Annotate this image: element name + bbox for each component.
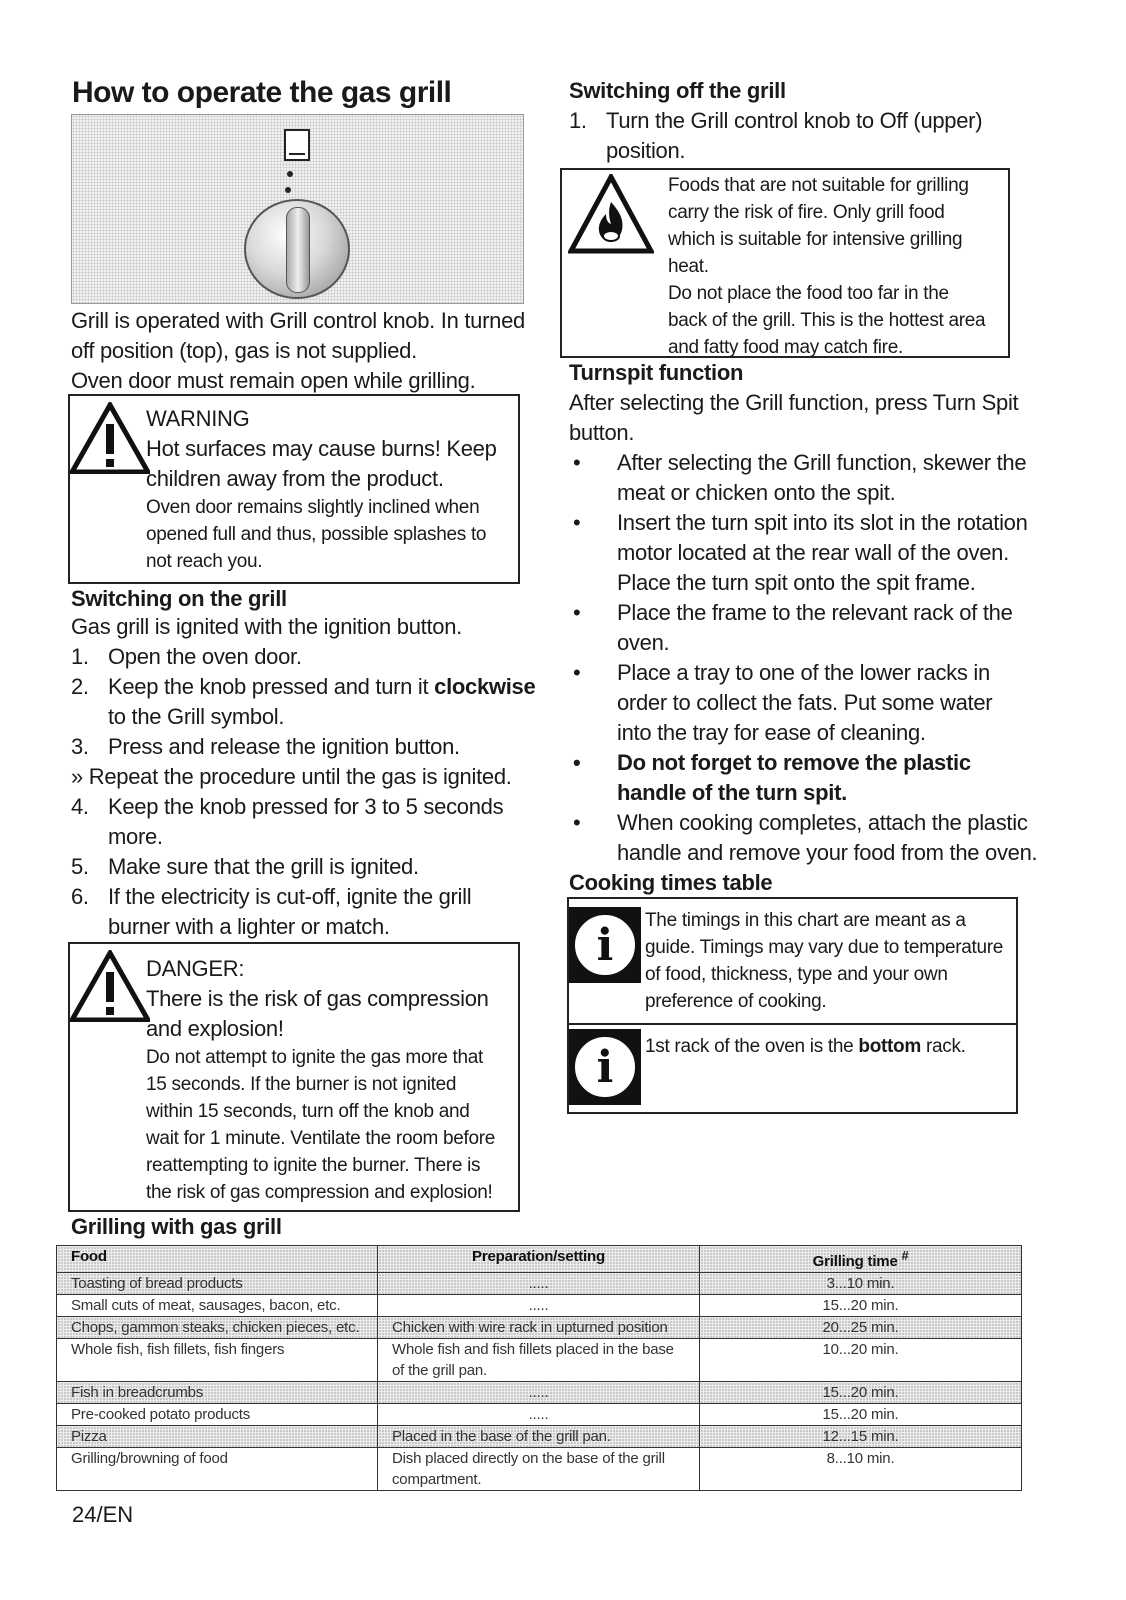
table-row: Fish in breadcrumbs ..... 15...20 min. bbox=[57, 1382, 1022, 1404]
repeat-note: » Repeat the procedure until the gas is ignited. bbox=[71, 764, 512, 789]
column-header-food: Food bbox=[57, 1246, 378, 1273]
list-item: • Place a tray to one of the lower racks in order to collect the fats. Put some water into the tray for ease of cleaning. bbox=[569, 658, 1039, 748]
list-item: 1. Open the oven door. bbox=[71, 644, 302, 669]
control-knob-icon bbox=[244, 199, 350, 299]
switching-off-section bbox=[569, 78, 1039, 166]
grilling-times-table bbox=[56, 1245, 1022, 1491]
divider bbox=[569, 1023, 1016, 1025]
list-item: • When cooking completes, attach the plastic handle and remove your food from the oven. bbox=[569, 808, 1039, 868]
grilling-table-heading: Grilling with gas grill bbox=[71, 1214, 282, 1239]
turnspit-heading: Turnspit function bbox=[569, 360, 744, 385]
danger-heading: DANGER: bbox=[146, 956, 245, 981]
table-row: Toasting of bread products ..... 3...10 min. bbox=[57, 1273, 1022, 1295]
fire-hazard-icon bbox=[568, 174, 654, 254]
table-row: Pizza Placed in the base of the grill pan. 12...15 min. bbox=[57, 1426, 1022, 1448]
list-item: 5. Make sure that the grill is ignited. bbox=[71, 854, 419, 879]
cooking-times-heading: Cooking times table bbox=[569, 870, 773, 895]
grill-knob-illustration bbox=[71, 114, 524, 304]
list-item: • Insert the turn spit into its slot in the rotation motor located at the rear wall of the oven. Place the turn spit onto the spit frame. bbox=[569, 508, 1039, 598]
list-item: 2. Keep the knob pressed and turn it clockwise to the Grill symbol. bbox=[71, 674, 536, 729]
grill-symbol-icon bbox=[284, 129, 310, 161]
grill-intro: Grill is operated with Grill control knob. In turned off position (top), gas is not supplied. Oven door must remain open while grilling. bbox=[71, 308, 525, 393]
column-header-preparation: Preparation/setting bbox=[378, 1246, 700, 1273]
list-item: 4. Keep the knob pressed for 3 to 5 seconds more. bbox=[71, 794, 504, 849]
turnspit-steps bbox=[569, 448, 1039, 868]
info-icon: i bbox=[569, 907, 641, 983]
switching-on-heading: Switching on the grill bbox=[71, 586, 287, 611]
info-icon: i bbox=[569, 1029, 641, 1105]
switching-off-heading: Switching off the grill bbox=[569, 78, 786, 103]
warning-box: WARNING Hot surfaces may cause burns! Keep children away from the product. Oven door remains slightly inclined when opened full and thus, possible splashes to not reach you. bbox=[68, 394, 520, 584]
knob-grip bbox=[286, 207, 310, 293]
danger-triangle-icon bbox=[70, 950, 150, 1022]
info-box-group: i The timings in this chart are meant as a guide. Timings may vary due to temperature of food, thickness, type and your own preference of cooking. i 1st rack of the oven is the bottom rack. bbox=[567, 897, 1018, 1114]
switching-on-section: Switching on the grill Gas grill is ignited with the ignition button. 1. Open the oven door. 2. Keep the knob pressed and turn it clockwise to the Grill symbol. 3. Press and release the ignition button. » Repeat the procedure until the gas is ignited. 4. Keep the knob pressed for 3 to 5 seconds more. 5. Make sure that the grill is ignited. 6. If the electricity is cut-off, ignite the grill burner with a lighter or match. bbox=[71, 586, 541, 942]
table-row: Whole fish, fish fillets, fish fingers Whole fish and fish fillets placed in the base of the grill pan. 10...20 min. bbox=[57, 1339, 1022, 1382]
table-row: Chops, gammon steaks, chicken pieces, etc. Chicken with wire rack in upturned position 20...25 min. bbox=[57, 1317, 1022, 1339]
column-header-grilling-time: Grilling time # bbox=[700, 1246, 1022, 1273]
warning-triangle-icon bbox=[70, 402, 150, 474]
list-item: 1. Turn the Grill control knob to Off (upper) position. bbox=[569, 108, 983, 163]
fire-warning-box: Foods that are not suitable for grilling carry the risk of fire. Only grill food which is suitable for intensive grilling heat. Do not place the food too far in the back of the grill. This is the hottest area and fatty food may catch fire. bbox=[560, 168, 1010, 358]
table-row: Small cuts of meat, sausages, bacon, etc. ..... 15...20 min. bbox=[57, 1295, 1022, 1317]
page-title: How to operate the gas grill bbox=[72, 76, 452, 109]
list-item: • After selecting the Grill function, skewer the meat or chicken onto the spit. bbox=[569, 448, 1039, 508]
bottom-rack-note: 1st rack of the oven is the bottom rack. bbox=[645, 1036, 966, 1057]
list-item: • Place the frame to the relevant rack of the oven. bbox=[569, 598, 1039, 658]
table-header-row bbox=[57, 1246, 1022, 1273]
warning-heading: WARNING bbox=[146, 406, 250, 431]
knob-marker-dot bbox=[285, 187, 291, 193]
turnspit-section: Turnspit function After selecting the Grill function, press Turn Spit button. • After selecting the Grill function, skewer the meat or chicken onto the spit. • Insert the turn spit into its slot in the rotation motor located at the rear wall of the oven. Place the turn spit onto the spit frame. • Place the frame to the relevant rack of the oven. • Place a tray to one of the lower racks in order to collect the fats. Put some water into the tray for ease of cleaning. • Do not forget to remove the plastic handle of the turn spit. • When cooking completes, attach the plastic handle and remove your food from the oven. Cooking times table bbox=[569, 360, 1039, 896]
ignition-steps bbox=[71, 642, 541, 762]
table-row: Pre-cooked potato products ..... 15...20 min. bbox=[57, 1404, 1022, 1426]
list-item: • Do not forget to remove the plastic handle of the turn spit. bbox=[569, 748, 1039, 808]
knob-marker-dot bbox=[287, 171, 293, 177]
list-item: 3. Press and release the ignition button. bbox=[71, 734, 460, 759]
list-item: 6. If the electricity is cut-off, ignite the grill burner with a lighter or match. bbox=[71, 884, 472, 939]
danger-box: DANGER: There is the risk of gas compression and explosion! Do not attempt to ignite the gas more that 15 seconds. If the burner is not ignited within 15 seconds, turn off the knob and wait for 1 minute. Ventilate the room before reattempting to ignite the burner. There is the risk of gas compression and explosion! bbox=[68, 942, 520, 1212]
table-row: Grilling/browning of food Dish placed directly on the base of the grill compartment. 8...10 min. bbox=[57, 1448, 1022, 1491]
page-number: 24/EN bbox=[72, 1502, 134, 1527]
